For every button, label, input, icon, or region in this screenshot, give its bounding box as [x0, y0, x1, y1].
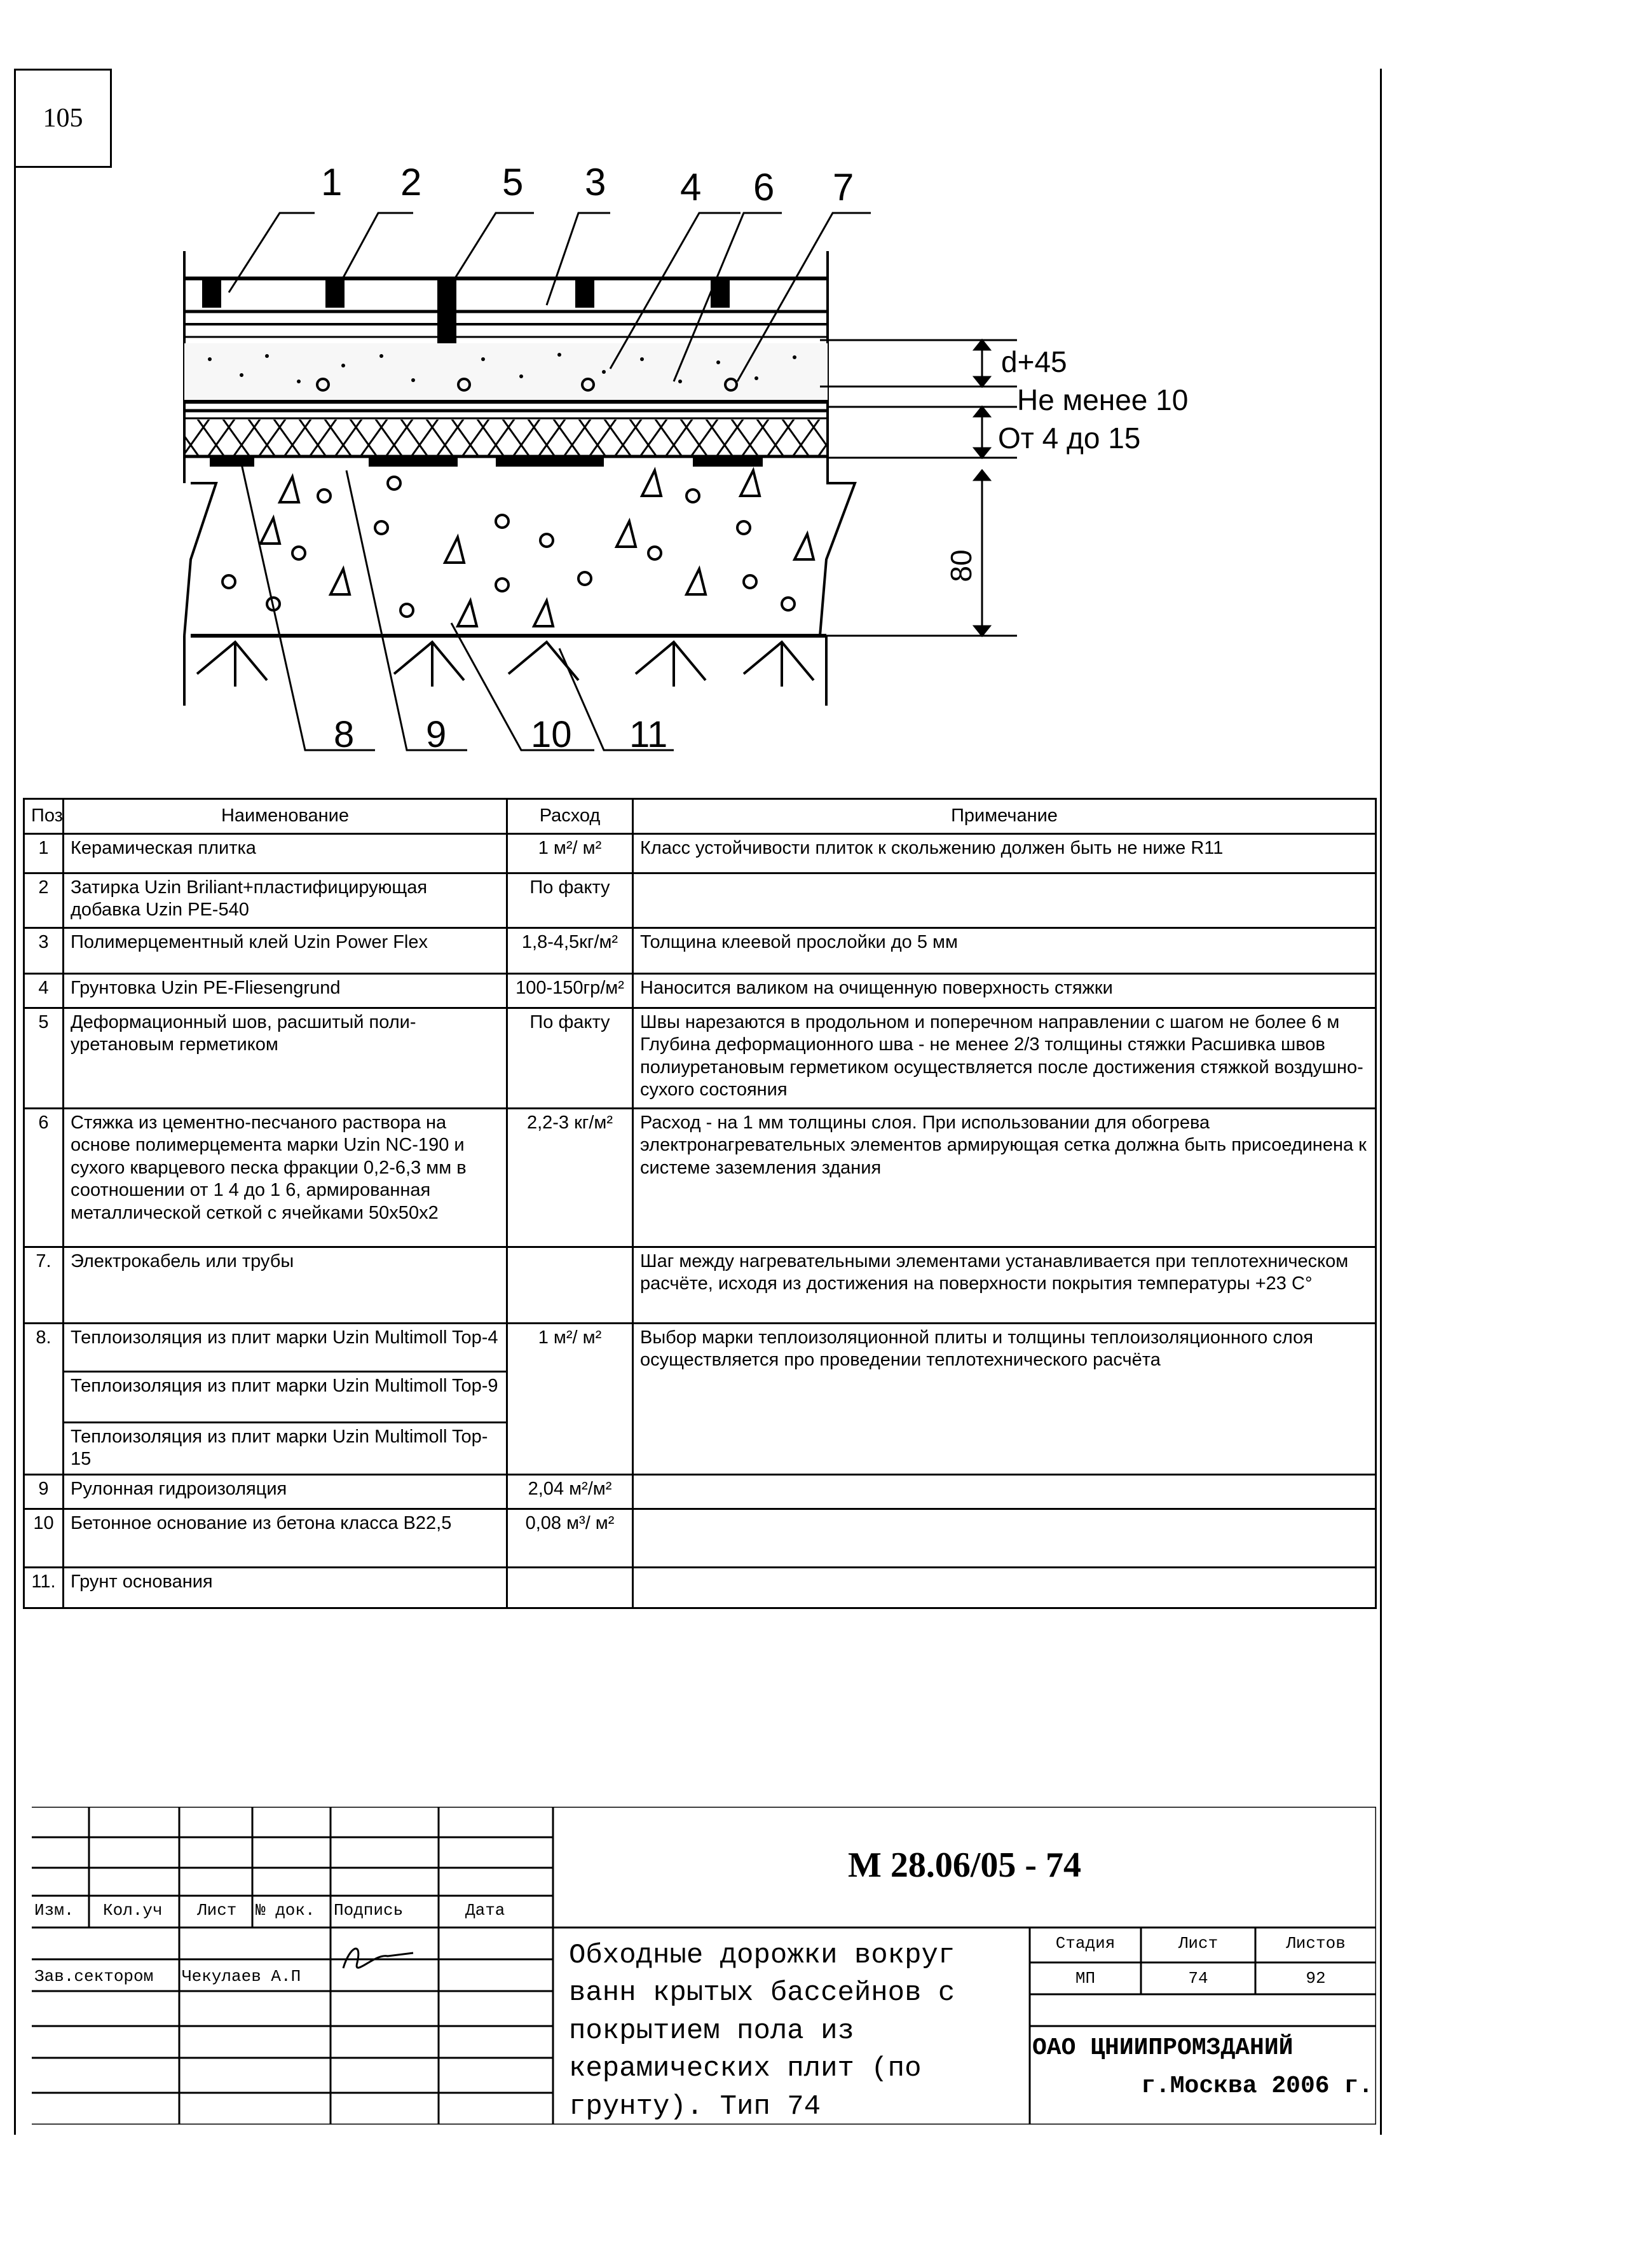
header-pos: Поз [24, 799, 64, 834]
table-row: 7. Электрокабель или трубы Шаг между нагревательными элементами устанавливается при теплотехническом расчёте, исходя из достижения на поверхности покрытия температуры +23 С° [24, 1247, 1376, 1324]
col-kol: Кол.уч [103, 1901, 163, 1920]
table-row: 6 Стяжка из цементно-песчаного раствора на основе полимерцемента марки Uzin NC-190 и сухого кварцевого песка фракции 0,2-6,3 мм в соотношении от 1 4 до 1 6, армированная металлической сеткой с ячейками 50х50х2 2,2-3 кг/м² Расход - на 1 мм толщины слоя. При использовании для обогрева электронагревательных элементов армирующая сетка должна быть присоединена к системе заземления здания [24, 1109, 1376, 1247]
page-number: 105 [14, 69, 112, 168]
col-ndoc: № док. [256, 1901, 315, 1920]
table-row: 10 Бетонное основание из бетона класса B22,5 0,08 м³/ м² [24, 1509, 1376, 1567]
table-row: 2 Затирка Uzin Briliant+пластифицирующая добавка Uzin PE-540 По факту [24, 873, 1376, 928]
callout-9: 9 [426, 714, 447, 755]
callout-4: 4 [680, 166, 702, 209]
dim-d45: d+45 [1001, 345, 1067, 378]
document-title: Обходные дорожки вокруг ванн крытых бассейнов с покрытием пола из керамических плит (по грунту). Тип 74 [569, 1940, 955, 2123]
table-row: 8. Теплоизоляция из плит марки Uzin Multimoll Top-4 1 м²/ м² Выбор марки теплоизоляционной плиты и толщины теплоизоляционного слоя осуществляется про проведении теплотехнического расчёта [24, 1324, 1376, 1372]
table-row: Теплоизоляция из плит марки Uzin Multimoll Top-9 [24, 1372, 1376, 1423]
table-header [24, 799, 1376, 834]
col-izm: Изм. [34, 1901, 74, 1920]
dim-min10: Не менее 10 [1017, 383, 1189, 416]
sheets-value: 92 [1306, 1969, 1326, 1988]
person-name: Чекулаев А.П [182, 1967, 301, 1986]
table-row: 11. Грунт основания [24, 1567, 1376, 1608]
col-list: Лист [197, 1901, 237, 1920]
sheet-value: 74 [1188, 1969, 1208, 1988]
table-row: Теплоизоляция из плит марки Uzin Multimoll Top-15 [24, 1423, 1376, 1475]
title-block [32, 1807, 1376, 2125]
specification-table [23, 798, 1377, 1609]
table-row: 3 Полимерцементный клей Uzin Power Flex 1,8-4,5кг/м² Толщина клеевой прослойки до 5 мм [24, 928, 1376, 974]
callout-6: 6 [753, 166, 775, 209]
col-sign: Подпись [334, 1901, 404, 1920]
col-date: Дата [465, 1901, 505, 1920]
stage-value: МП [1075, 1969, 1096, 1988]
callout-5: 5 [502, 161, 524, 203]
organization: ОАО ЦНИИПРОМЗДАНИЙ [1032, 2034, 1294, 2062]
table-row: 9 Рулонная гидроизоляция 2,04 м²/м² [24, 1474, 1376, 1509]
header-name: Наименование [64, 799, 507, 834]
sheets-label: Листов [1286, 1934, 1346, 1953]
dim-4-15: От 4 до 15 [998, 421, 1141, 455]
callout-11: 11 [629, 714, 668, 755]
table-row: 4 Грунтовка Uzin PE-Fliesengrund 100-150гр/м² Наносится валиком на очищенную поверхность стяжки [24, 974, 1376, 1008]
callout-7: 7 [833, 166, 854, 209]
table-row: 1 Керамическая плитка 1 м²/ м² Класс устойчивости плиток к скольжению должен быть не ниже R11 [24, 834, 1376, 873]
document-code: М 28.06/05 - 74 [847, 1846, 1082, 1885]
callout-8: 8 [334, 714, 355, 755]
table-row: 5 Деформационный шов, расшитый поли-уретановым герметиком По факту Швы нарезаются в продольном и поперечном направлении с шагом не более 6 м Глубина деформационного шва - не менее 2/3 толщины стяжки Расшивка швов полиуретановым герметиком осуществляется после достижения стяжкой воздушно-сухого состояния [24, 1008, 1376, 1109]
city-year: г.Москва 2006 г. [1141, 2072, 1373, 2100]
header-rate: Расход [507, 799, 633, 834]
floor-section-drawing [0, 0, 1652, 795]
header-note: Примечание [633, 799, 1376, 834]
callout-1: 1 [321, 161, 343, 203]
callout-10: 10 [531, 714, 572, 755]
callout-2: 2 [400, 161, 422, 203]
callout-3: 3 [585, 161, 606, 203]
dim-80: 80 [945, 549, 978, 582]
stage-label: Стадия [1055, 1934, 1116, 1953]
sheet-label: Лист [1178, 1934, 1219, 1953]
role-label: Зав.сектором [34, 1967, 154, 1986]
